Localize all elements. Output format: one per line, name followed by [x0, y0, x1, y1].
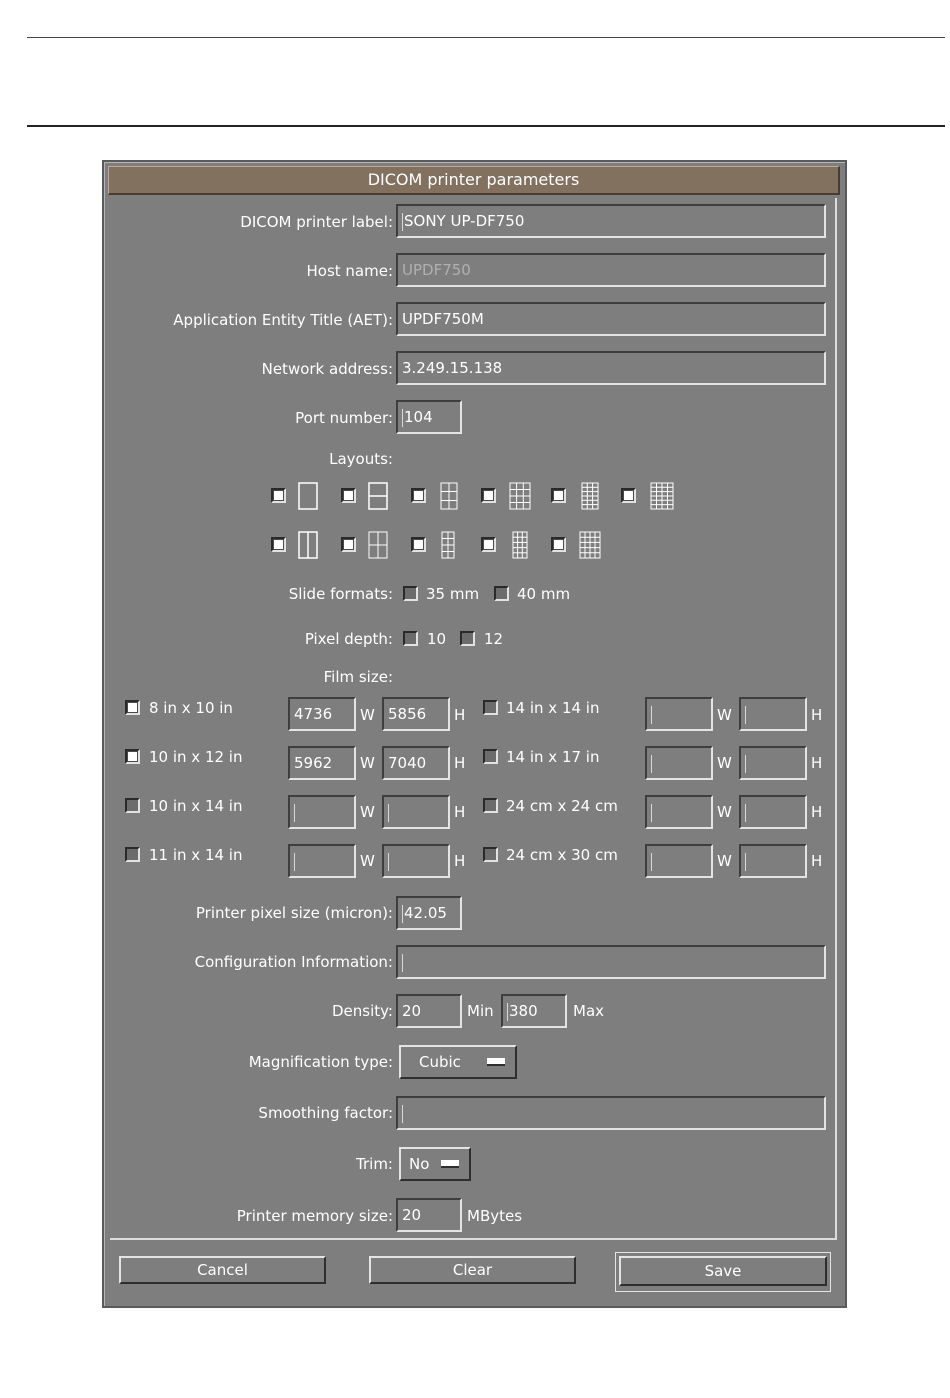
host-name-input[interactable]: UPDF750: [396, 253, 826, 287]
trim-dropdown[interactable]: No: [399, 1147, 471, 1181]
film-14x14-label: 14 in x 14 in: [506, 699, 600, 717]
film-24x30cm-h-unit: H: [811, 852, 823, 870]
film-8x10-w-unit: W: [360, 706, 375, 724]
film-11x14-checkbox[interactable]: [125, 847, 140, 862]
film-24x30cm-label: 24 cm x 30 cm: [506, 846, 618, 864]
film-24x24cm-w-input[interactable]: [645, 795, 713, 829]
host-name-label: Host name:: [306, 262, 393, 280]
film-24x24cm-checkbox[interactable]: [483, 798, 498, 813]
film-14x14-h-input[interactable]: [739, 697, 807, 731]
film-14x17-w-input[interactable]: [645, 746, 713, 780]
layout-checkbox-3x6[interactable]: [551, 488, 566, 503]
page-rule-bottom: [27, 125, 945, 127]
film-10x12-checkbox[interactable]: [125, 749, 140, 764]
film-10x12-label: 10 in x 12 in: [149, 748, 243, 766]
film-10x14-w-unit: W: [360, 803, 375, 821]
layout-checkbox-1x1[interactable]: [271, 488, 286, 503]
layout-4x6-icon: [650, 482, 674, 510]
film-24x30cm-checkbox[interactable]: [483, 847, 498, 862]
film-8x10-label: 8 in x 10 in: [149, 699, 233, 717]
layout-checkbox-2x3[interactable]: [411, 488, 426, 503]
slide-35mm-checkbox[interactable]: [403, 586, 418, 601]
slide-formats-label: Slide formats:: [288, 585, 393, 603]
dialog-title: DICOM printer parameters: [108, 166, 840, 195]
printer-pixel-size-input[interactable]: 42.05: [396, 896, 462, 930]
layout-3x6-icon: [581, 482, 599, 510]
film-14x14-w-unit: W: [717, 706, 732, 724]
film-24x30cm-w-input[interactable]: [645, 844, 713, 878]
density-max-label: Max: [573, 1002, 605, 1020]
density-max-input[interactable]: 380: [501, 994, 567, 1028]
trim-label: Trim:: [356, 1155, 393, 1173]
density-min-input[interactable]: 20: [396, 994, 462, 1028]
film-14x14-checkbox[interactable]: [483, 700, 498, 715]
film-10x12-h-input[interactable]: 7040: [382, 746, 450, 780]
layout-2x1-icon: [298, 531, 318, 559]
pixel-depth-10-label: 10: [427, 630, 447, 648]
magnification-type-label: Magnification type:: [248, 1053, 393, 1071]
smoothing-factor-input[interactable]: [396, 1096, 826, 1130]
printer-memory-unit: MBytes: [467, 1207, 523, 1225]
printer-label-label: DICOM printer label:: [240, 213, 393, 231]
film-10x12-w-input[interactable]: 5962: [288, 746, 356, 780]
network-address-label: Network address:: [261, 360, 393, 378]
printer-memory-input[interactable]: 20: [396, 1198, 462, 1232]
film-10x12-w-unit: W: [360, 754, 375, 772]
film-8x10-h-input[interactable]: 5856: [382, 697, 450, 731]
port-number-label: Port number:: [295, 409, 393, 427]
pixel-depth-label: Pixel depth:: [304, 630, 393, 648]
film-10x14-h-unit: H: [454, 803, 466, 821]
network-address-input[interactable]: 3.249.15.138: [396, 351, 826, 385]
film-11x14-w-unit: W: [360, 852, 375, 870]
port-number-input[interactable]: 104: [396, 400, 462, 434]
config-info-input[interactable]: [396, 945, 826, 979]
page-rule-top: [27, 37, 945, 38]
film-10x14-checkbox[interactable]: [125, 798, 140, 813]
density-min-label: Min: [467, 1002, 494, 1020]
dropdown-indicator-icon: [441, 1160, 459, 1168]
film-10x12-h-unit: H: [454, 754, 466, 772]
layout-checkbox-2x2[interactable]: [341, 537, 356, 552]
layout-checkbox-1x2[interactable]: [341, 488, 356, 503]
film-11x14-label: 11 in x 14 in: [149, 846, 243, 864]
film-24x30cm-h-input[interactable]: [739, 844, 807, 878]
cancel-button[interactable]: Cancel: [119, 1256, 326, 1284]
film-14x14-h-unit: H: [811, 706, 823, 724]
film-14x17-h-unit: H: [811, 754, 823, 772]
printer-memory-label: Printer memory size:: [236, 1207, 393, 1225]
film-10x14-label: 10 in x 14 in: [149, 797, 243, 815]
film-24x24cm-h-unit: H: [811, 803, 823, 821]
printer-label-input[interactable]: SONY UP-DF750: [396, 204, 826, 238]
film-8x10-h-unit: H: [454, 706, 466, 724]
film-14x17-label: 14 in x 17 in: [506, 748, 600, 766]
slide-35mm-label: 35 mm: [426, 585, 480, 603]
config-info-label: Configuration Information:: [194, 953, 393, 971]
layout-checkbox-4x5[interactable]: [551, 537, 566, 552]
layout-checkbox-2x4[interactable]: [411, 537, 426, 552]
clear-button[interactable]: Clear: [369, 1256, 576, 1284]
film-14x17-h-input[interactable]: [739, 746, 807, 780]
magnification-type-dropdown[interactable]: Cubic: [399, 1045, 517, 1079]
film-10x14-h-input[interactable]: [382, 795, 450, 829]
film-8x10-w-input[interactable]: 4736: [288, 697, 356, 731]
film-8x10-checkbox[interactable]: [125, 700, 140, 715]
film-14x17-checkbox[interactable]: [483, 749, 498, 764]
film-11x14-w-input[interactable]: [288, 844, 356, 878]
film-14x14-w-input[interactable]: [645, 697, 713, 731]
pixel-depth-12-label: 12: [484, 630, 504, 648]
film-11x14-h-input[interactable]: [382, 844, 450, 878]
layout-checkbox-3x5[interactable]: [481, 537, 496, 552]
film-24x24cm-w-unit: W: [717, 803, 732, 821]
aet-label: Application Entity Title (AET):: [173, 311, 393, 329]
dicom-printer-dialog: [102, 160, 847, 1308]
film-10x14-w-input[interactable]: [288, 795, 356, 829]
printer-pixel-size-label: Printer pixel size (micron):: [195, 904, 393, 922]
layout-1x1-icon: [298, 482, 318, 510]
pixel-depth-12-checkbox[interactable]: [460, 631, 475, 646]
layout-2x2-icon: [368, 531, 388, 559]
layout-3x4-icon: [509, 482, 531, 510]
film-11x14-h-unit: H: [454, 852, 466, 870]
slide-40mm-label: 40 mm: [517, 585, 571, 603]
aet-input[interactable]: UPDF750M: [396, 302, 826, 336]
layout-4x5-icon: [579, 531, 601, 559]
slide-40mm-checkbox[interactable]: [494, 586, 509, 601]
layout-1x2-icon: [368, 482, 388, 510]
dropdown-indicator-icon: [487, 1058, 505, 1066]
save-button[interactable]: Save: [619, 1256, 827, 1286]
density-label: Density:: [332, 1002, 393, 1020]
layout-checkbox-2x1[interactable]: [271, 537, 286, 552]
layouts-label: Layouts:: [329, 450, 393, 468]
film-24x24cm-h-input[interactable]: [739, 795, 807, 829]
film-24x30cm-w-unit: W: [717, 852, 732, 870]
layout-checkbox-3x4[interactable]: [481, 488, 496, 503]
layout-checkbox-4x6[interactable]: [621, 488, 636, 503]
film-14x17-w-unit: W: [717, 754, 732, 772]
film-24x24cm-label: 24 cm x 24 cm: [506, 797, 618, 815]
layout-3x5-icon: [512, 531, 528, 559]
smoothing-factor-label: Smoothing factor:: [258, 1104, 393, 1122]
pixel-depth-10-checkbox[interactable]: [403, 631, 418, 646]
layout-2x3-icon: [440, 482, 458, 510]
film-size-label: Film size:: [323, 668, 393, 686]
layout-2x4-icon: [441, 531, 455, 559]
